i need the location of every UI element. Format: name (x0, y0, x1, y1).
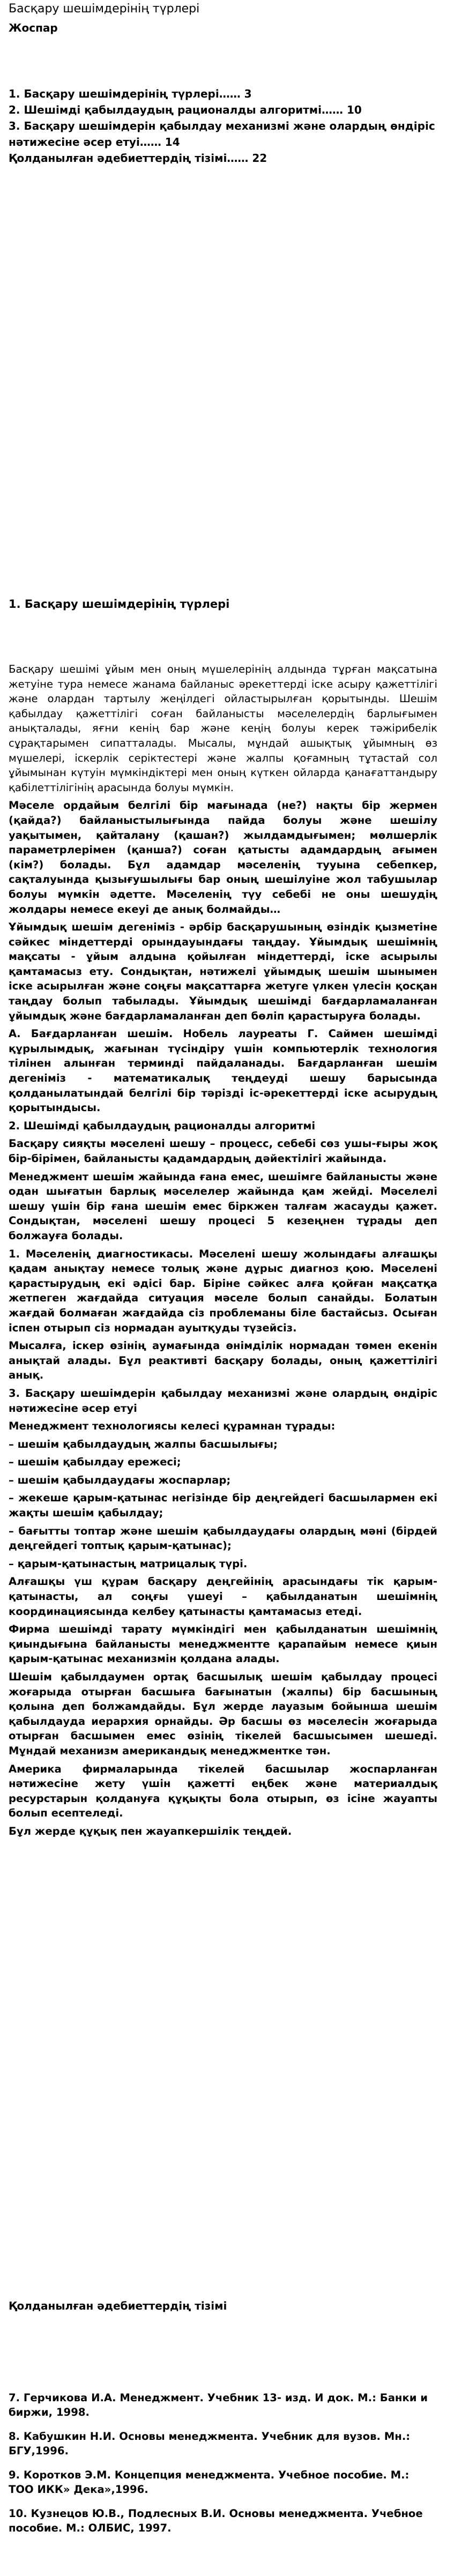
body-text (9, 662, 437, 1842)
plan-heading: Жоспар (9, 21, 58, 34)
paragraph: Менеджмент технологиясы келесі құрамнан тұрады: (9, 1420, 336, 1433)
paragraph: Мысалға, іскер өзінің аумағында өнімділік нормадан төмен екенін анықтай алады. Бұл реактивті басқару болады, оның қажеттілігі анық. (9, 1339, 437, 1382)
paragraph: Басқару шешімі ұйым мен оның мүшелерінің алдында тұрған мақсатына жетуіне тура немесе жанама байланыс әрекеттерді іске асыру қажеттілігі және олардан тартылу жеңілдегі ойластырылған қорытынды. Шешім қабылдау қажеттілігі соған байланысты мәселелердің барлығымен анықталады, яғни кенің бар және кеңің болуы керек тәжірибелік сұрақтарымен сипатталады. Мысалы, мұндай ашықтық ұйымның өз мүшелері, іскерлік серіктестері және жалпы қоғамның тұтастай сол ұйымынан күтуін мүмкіндіктері мен оның күткен ойларда қанағаттандыру қабілеттілігінің арасында болуы мүмкін. (9, 663, 437, 794)
paragraph: – шешім қабылдау ережесі; (9, 1456, 181, 1469)
paragraph: Ұйымдық шешім дегеніміз - әрбір басқарушының өзіндік қызметіне сәйкес міндеттерді орындауындағы таңдау. Ұйымдық шешімнің мақсаты - ұйым алдына қойылған міндеттерді, іске асырылы қамтамасыз ету. Сондықтан, нәтижелі ұйымдық шешім шынымен іске асырылған және соңғы мақсаттарға жетуге үлкен үлесін қосқан таңдау болып табылады. Ұйымдық шешімді бағдарламаланған ұйымдық және бағдарламаланған деп бөліп қарастыруға болады. (9, 921, 437, 1022)
document-title: Басқару шешімдерінің түрлері (9, 2, 200, 16)
paragraph: 1. Мәселенің диагностикасы. Мәселені шешу жолындағы алғашқы қадам анықтау немесе толық және дұрыс диагноз қою. Мәселені қарастырудың екі әдісі бар. Біріне сәйкес алға қойған мақсатқа жетпеген жағдайда ситуация мәселе болып санайды. Болатын жағдай болмаған жағдайда сіз проблеманы біле бастайсыз. Осыған іспен отырып сіз нормадан ауытқуды түзейсіз. (9, 1247, 437, 1334)
paragraph: 3. Басқару шешімдерін қабылдау механизмі және олардың өндіріс нәтижесіне әсер етуі (9, 1387, 437, 1414)
paragraph: Мәселе ордайым белгілі бір мағынада (не?) нақты бір жермен (қайда?) байланыстылығында пайда болуы және шешілу уақытымен, қайталану (қашан?) жылдамдығымен; мөлшерлік параметрлерімен (қанша?) соған қатысты адамдардың ағымен (кім?) болады. Бұл адамдар мәселенің тууына себепкер, сақталуында қызығушылығы бар оның шешілуіне жол табушылар болуы мүмкін әдетте. Мәселенің түу себебі не оны шешудің жолдары немесе екеуі де анық болмайды… (9, 799, 437, 915)
paragraph: – бағытты топтар және шешім қабылдаудағы олардың мәні (бірдей деңгейдегі топтық қарым-қатынас); (9, 1524, 437, 1552)
paragraph: Басқару сияқты мәселені шешу – процесс, себебі сөз ушы-ғыры жоқ бір-бірімен, байланысты қадамдардың дәйектілігі жайында. (9, 1137, 437, 1165)
paragraph: А. Бағдарланған шешім. Нобель лауреаты Г. Саймен шешімді құрылымдық, жағынан түсіндіру үшін компьютерлік технология тілінен алынған терминді пайдаланады. Бағдарланған шешім дегеніміз - математикалық теңдеуді шешу барысында қолданылатындай белгілі бір тәрізді іс-әрекеттерді іске асырудың қорытындысы. (9, 1028, 437, 1114)
paragraph: Америка фирмаларында тікелей басшылар жоспарланған нәтижесіне жету үшін қажетті еңбек және материалдық ресурстарын қолдануға құқықты бола отырып, өз ісіне жауапты болып есептеледі. (9, 1762, 437, 1820)
table-of-contents (9, 86, 437, 166)
paragraph: – шешім қабылдаудағы жоспарлар; (9, 1473, 231, 1486)
literature-heading: Қолданылған әдебиеттердің тізімі (9, 2299, 227, 2312)
paragraph: – шешім қабылдаудың жалпы басшылығы; (9, 1438, 278, 1450)
toc-item: Қолданылған әдебиеттердің тізімі…… 22 (9, 152, 267, 165)
reference-item: 7. Герчикова И.А. Менеджмент. Учебник 13- изд. И док. М.: Банки и биржи, 1998. (9, 2392, 428, 2418)
paragraph: Менеджмент шешім жайында ғана емес, шешімге байланысты және одан шығатын барлық мәселелер жайында қам жейді. Мәселелі шешу үшін бір ғана шешім емес біркжен талғам жасауды қажет. Сондықтан, мәселені шешу процесі 5 кезеңнен тұрады деп болжауға болады. (9, 1170, 437, 1242)
reference-item: 8. Кабушкин Н.И. Основы менеджмента. Учебник для вузов. Мн.: БГУ,1996. (9, 2430, 411, 2457)
toc-item: 3. Басқару шешімдерін қабылдау механизмі және олардың өндіріс нәтижесіне әсер етуі…… 14 (9, 120, 435, 148)
references-list (9, 2391, 437, 2545)
paragraph: – жекеше қарым-қатынас негізінде бір деңгейдегі басшылармен екі жақты шешім қабылдау; (9, 1492, 437, 1520)
paragraph: Шешім қабылдаумен ортақ басшылық шешім қабылдау процесі жоғарыда отырған басшыға бағынатын (жалпы) бір басшының қолына деп болжамдайды. Бұл жерде лауазым бойынша шешім қабылдауда иерархия орнайды. Әр басшы өз мәселесін жоғарыда отырған басшымен емес өзінің тікелей басшысымен шешеді. Мұндай механизм американдық менеджментке тән. (9, 1671, 437, 1757)
toc-item: 2. Шешімді қабылдаудың рационалды алгоритмі…… 10 (9, 103, 362, 116)
paragraph: Алғашқы үш құрам басқару деңгейінің арасындағы тік қарым-қатынасты, ал соңғы үшеуі – қабылданатын шешімнің координациясында келбеу қатынасты қамтамасыз етеді. (9, 1575, 437, 1618)
reference-item: 10. Кузнецов Ю.В., Подлесных В.И. Основы менеджмента. Учебное пособие. М.: ОЛБИС, 1997. (9, 2507, 423, 2534)
paragraph: Бұл жерде құқық пен жауапкершілік теңдей. (9, 1825, 292, 1837)
reference-item: 9. Коротков Э.М. Концепция менеджмента. Учебное пособие. М.: ТОО ИКК» Дека»,1996. (9, 2469, 410, 2496)
paragraph: – қарым-қатынастың матрицалық түрі. (9, 1557, 248, 1570)
paragraph: 2. Шешімді қабылдаудың рационалды алгоритмі (9, 1119, 316, 1132)
section-heading: 1. Басқару шешімдерінің түрлері (9, 598, 230, 611)
paragraph: Фирма шешімді тарату мүмкіндігі мен қабылданатын шешімнің қиындығына байланысты менеджментте қарапайым немесе қиын қарым-қатынас механизмін қолдана алады. (9, 1623, 437, 1665)
toc-item: 1. Басқару шешімдерінің түрлері…… 3 (9, 87, 252, 100)
